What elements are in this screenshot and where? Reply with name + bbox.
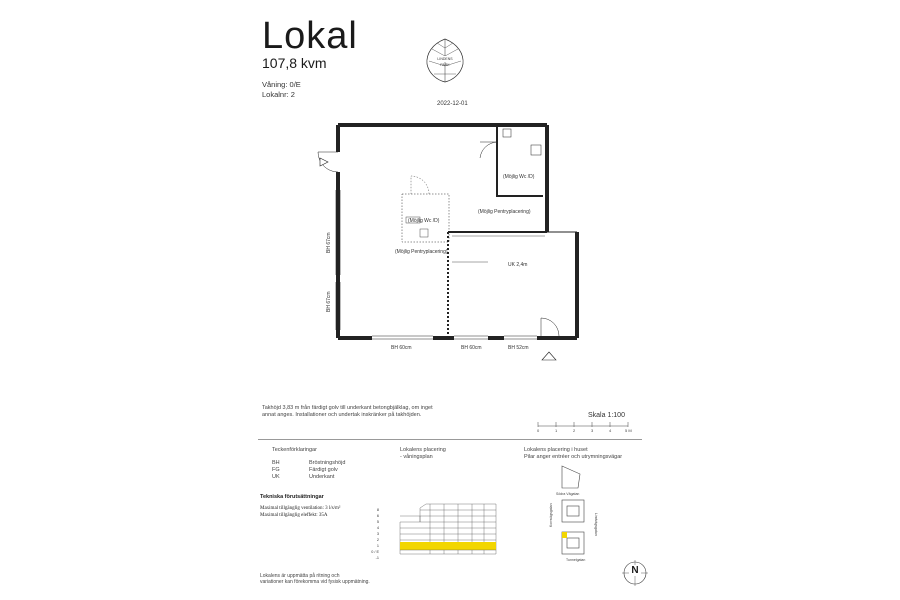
street-label: Tunnelgatan <box>566 558 586 562</box>
scale-tick: 5 M <box>625 428 632 433</box>
scale-tick: 2 <box>573 428 576 433</box>
floor-number: 3 <box>376 532 379 536</box>
ceiling-note-line-1: Takhöjd 3,83 m från färdigt golv till underkant betongbjälklag, om inget <box>262 405 433 411</box>
legend-heading: Teckenförklaringar <box>272 447 317 453</box>
floor-number: 0 / E <box>371 550 379 554</box>
floor-number: 1 <box>376 544 379 548</box>
scale-tick: 0 <box>537 428 540 433</box>
label-wc-center: (Möjlig Wc /D) <box>408 218 440 224</box>
plan-date: 2022-12-01 <box>437 101 468 107</box>
legend-abbr: UK <box>272 474 280 480</box>
unit-area: 107,8 kvm <box>262 55 327 71</box>
floor-number: 6 <box>376 514 379 518</box>
leaf-logo-icon <box>422 36 468 84</box>
floor-numbers <box>365 507 379 561</box>
highlighted-floor <box>400 542 496 550</box>
street-label: Lindvägsgatan <box>594 513 598 536</box>
label-wc-right: (Möjlig Wc /D) <box>503 174 535 180</box>
legend-row <box>272 460 382 467</box>
legend-abbr: FG <box>272 467 280 473</box>
floor-info: Våning: 0/E <box>262 80 301 89</box>
compass-north-label: N <box>629 565 641 576</box>
floor-plan <box>300 115 600 370</box>
legend-row <box>272 474 382 481</box>
legend-abbr: BH <box>272 460 280 466</box>
floor-number: 5 <box>376 520 379 524</box>
legend-list <box>272 460 382 481</box>
floor-number: -1 <box>375 556 379 560</box>
label-sill-2: BH 60cm <box>461 345 482 351</box>
label-sill-left-bottom: BH 67cm <box>326 291 332 312</box>
floor-number: 4 <box>376 526 379 530</box>
scale-tick: 1 <box>555 428 558 433</box>
floor-number: 8 <box>376 508 379 512</box>
building-placement-sub: Pilar anger entréer och utrymningsvägar <box>524 454 623 460</box>
label-sill-left-top: BH 67cm <box>326 232 332 253</box>
legend-text: Bröstningshöjd <box>309 460 346 466</box>
legend-text: Färdigt golv <box>309 467 338 473</box>
legend-row <box>272 467 382 474</box>
scale-tick: 3 <box>591 428 594 433</box>
scale-ticks <box>536 428 636 436</box>
scale-tick: 4 <box>609 428 612 433</box>
section-divider <box>258 439 642 440</box>
label-ceiling-height: UK 2,4m <box>508 262 528 268</box>
ceiling-note <box>262 405 472 419</box>
street-label: Kornvägsgatan <box>549 503 553 527</box>
logo-text: LINDENS PARK <box>437 57 453 67</box>
floor-placement-sub: - våningsplan <box>400 454 433 460</box>
footer-note <box>260 573 400 585</box>
building-placement-heading: Lokalens placering i huset <box>524 447 588 453</box>
scale-label: Skala 1:100 <box>588 412 625 419</box>
page-title: Lokal <box>262 15 358 57</box>
label-sill-3: BH 52cm <box>508 345 529 351</box>
floor-number: 2 <box>376 538 379 542</box>
footer-note-line-1: Lokalens är uppmätta på ritning och <box>260 573 340 579</box>
building-section-diagram <box>396 500 500 558</box>
site-plan-diagram <box>548 464 608 564</box>
label-sill-1: BH 60cm <box>391 345 412 351</box>
technical-heading: Tekniska förutsättningar <box>260 494 324 500</box>
unit-number: Lokalnr: 2 <box>262 90 295 99</box>
footer-note-line-2: variationer kan förekomma vid fysisk uppmätning. <box>260 579 370 585</box>
label-pantry-right: (Möjlig Pentryplacering) <box>478 209 531 215</box>
street-label: Södra Vägatan <box>556 492 580 496</box>
technical-row: Maximal tillgänglig eleffekt: 35A <box>260 513 328 518</box>
unit-location-marker <box>562 532 567 538</box>
technical-row: Maximal tillgänglig ventilation: 3 l/s/m² <box>260 506 341 511</box>
floor-placement-heading: Lokalens placering <box>400 447 446 453</box>
legend-text: Underkant <box>309 474 335 480</box>
ceiling-note-line-2: annat anges. Installationer och undertak inskränker på takhöjden. <box>262 412 422 418</box>
label-pantry-center: (Möjlig Pentryplacering) <box>395 249 448 255</box>
